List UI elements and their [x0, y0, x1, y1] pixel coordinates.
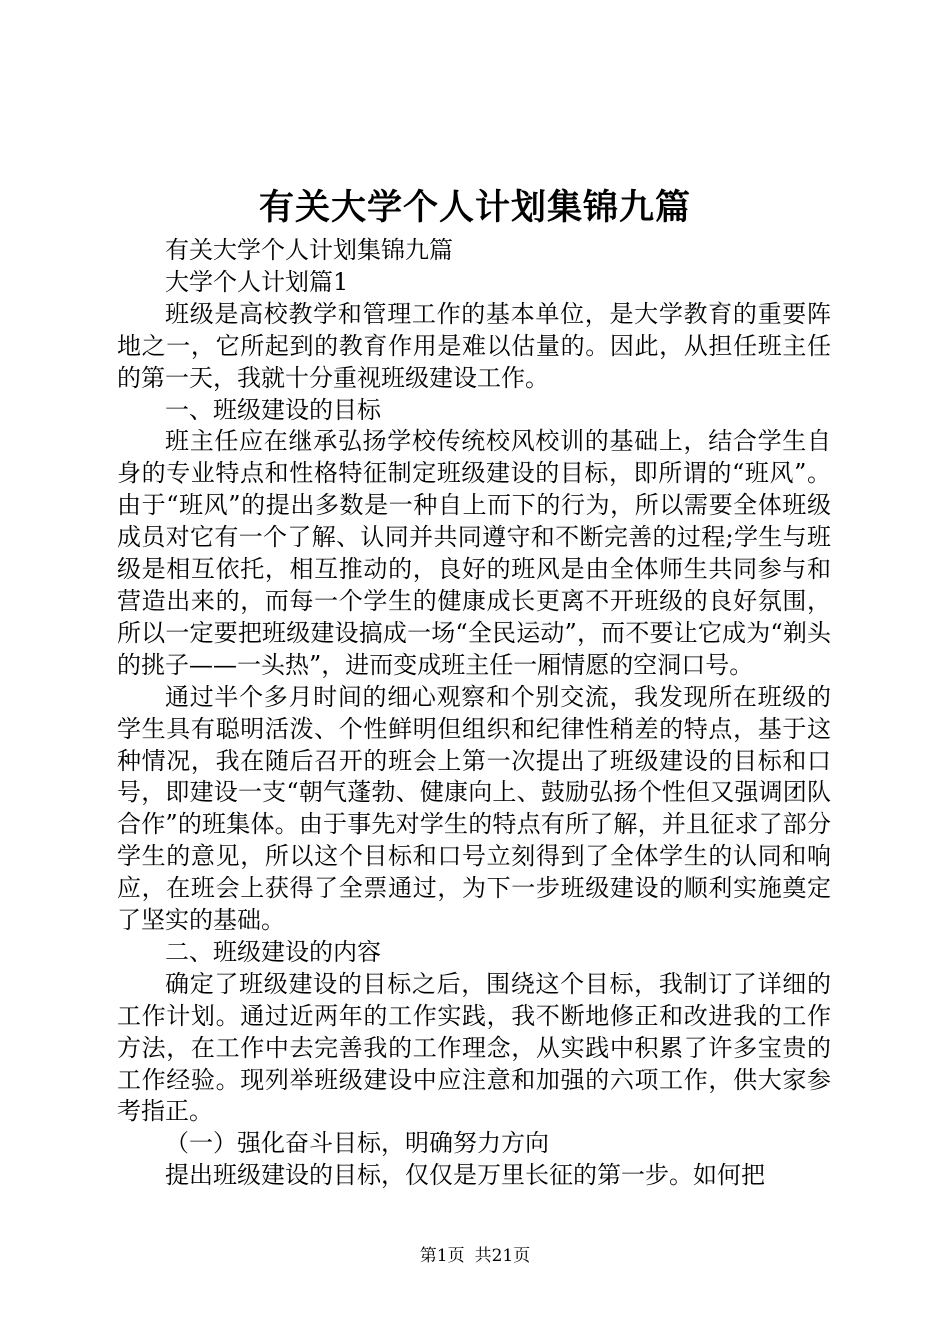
page-footer	[0, 1244, 950, 1268]
paragraph-section-heading: 大学个人计划篇1	[165, 267, 349, 296]
paragraph: 提出班级建设的目标，仅仅是万里长征的第一步。如何把	[165, 1161, 765, 1190]
document-title: 有关大学个人计划集锦九篇	[258, 187, 691, 228]
paragraph: 班主任应在继承弘扬学校传统校风校训的基础上，结合学生自身的专业特点和性格特征制定班级建设的目标，即所谓的“班风”。由于“班风”的提出多数是一种自上而下的行为，所以需要全体班级成员对它有一个了解、认同并共同遵守和不断完善的过程;学生与班级是相互依托，相互推动的，良好的班风是由全体师生共同参与和营造出来的，而每一个学生的健康成长更离不开班级的良好氛围，所以一定要把班级建设搞成一场“全民运动”，而不要让它成为“剃头的挑子——一头热”，进而变成班主任一厢情愿的空洞口号。	[117, 427, 831, 679]
document-body	[117, 235, 831, 1192]
page-number: 第1页	[419, 1246, 465, 1266]
paragraph-subheading: （一）强化奋斗目标，明确努力方向	[165, 1129, 549, 1158]
paragraph: 确定了班级建设的目标之后，围绕这个目标，我制订了详细的工作计划。通过近两年的工作实践，我不断地修正和改进我的工作方法，在工作中去完善我的工作理念，从实践中积累了许多宝贵的工作经验。现列举班级建设中应注意和加强的六项工作，供大家参考指正。	[117, 969, 831, 1126]
page-total: 共21页	[474, 1246, 531, 1266]
paragraph-heading-goal: 一、班级建设的目标	[165, 395, 381, 424]
paragraph-heading-content: 二、班级建设的内容	[165, 937, 381, 966]
paragraph: 通过半个多月时间的细心观察和个别交流，我发现所在班级的学生具有聪明活泼、个性鲜明但组织和纪律性稍差的特点，基于这种情况，我在随后召开的班会上第一次提出了班级建设的目标和口号，即建设一支“朝气蓬勃、健康向上、鼓励弘扬个性但又强调团队合作”的班集体。由于事先对学生的特点有所了解，并且征求了部分学生的意见，所以这个目标和口号立刻得到了全体学生的认同和响应，在班会上获得了全票通过，为下一步班级建设的顺利实施奠定了坚实的基础。	[117, 682, 831, 935]
paragraph-subtitle: 有关大学个人计划集锦九篇	[165, 236, 453, 264]
paragraph: 班级是高校教学和管理工作的基本单位，是大学教育的重要阵地之一，它所起到的教育作用是难以估量的。因此，从担任班主任的第一天，我就十分重视班级建设工作。	[117, 299, 831, 392]
